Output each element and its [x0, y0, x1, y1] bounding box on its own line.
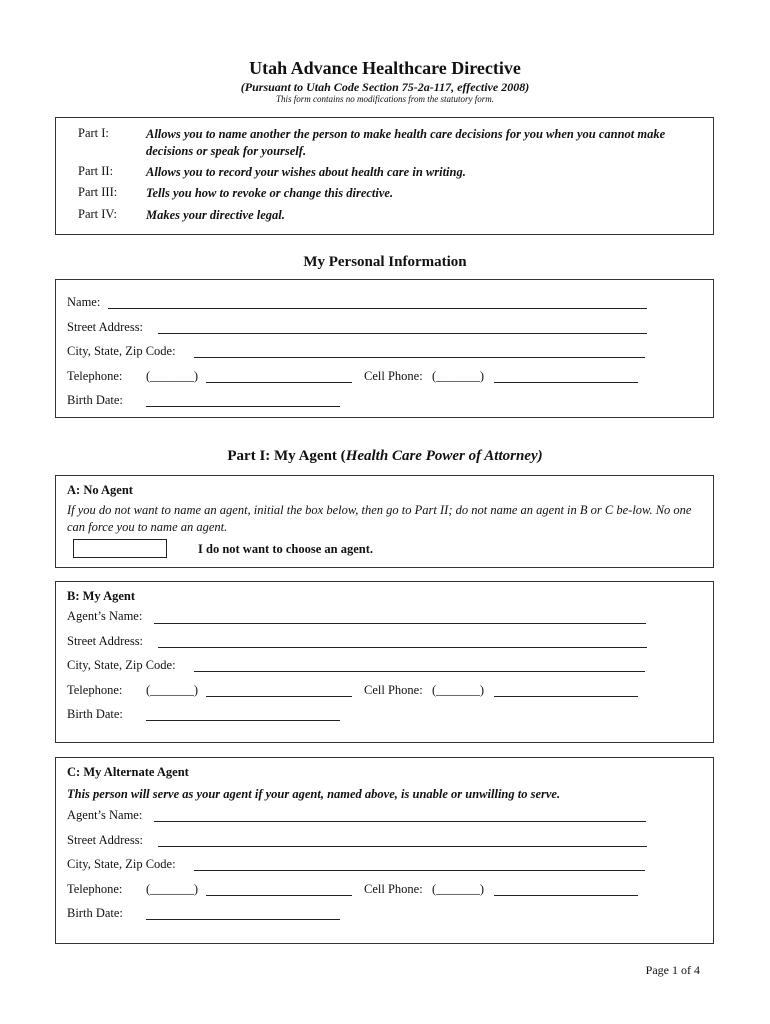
document-subtitle: (Pursuant to Utah Code Section 75-2a-117, effective 2008) — [240, 80, 530, 94]
part1-heading-italic: Health Care Power of Attorney) — [345, 448, 543, 464]
telephone-label: Telephone: — [67, 683, 123, 697]
part-key: Part III: — [78, 185, 118, 199]
area-code-field[interactable]: (_______) — [146, 369, 199, 383]
street-label: Street Address: — [67, 634, 144, 648]
cell-area-code-field[interactable]: (_______) — [432, 369, 485, 383]
birth-label: Birth Date: — [67, 707, 123, 721]
part-text: Allows you to name another the person to make health care decisions for you when you cannot make decisions or speak for yourself. — [146, 127, 666, 158]
city-field[interactable] — [194, 357, 645, 358]
cell-label: Cell Phone: — [364, 369, 423, 383]
no-agent-instructions: If you do not want to name an agent, initial the box below, then go to Part II; do not name an agent in B or C be-low. No one can force you to name an agent. — [67, 503, 692, 534]
part-text: Tells you how to revoke or change this directive. — [146, 186, 394, 200]
telephone-label: Telephone: — [67, 882, 123, 896]
document-note: This form contains no modifications from the statutory form. — [276, 94, 494, 104]
telephone-field[interactable] — [206, 696, 352, 697]
part-key: Part II: — [78, 164, 114, 178]
page-number: Page 1 of 4 — [645, 963, 700, 977]
birth-label: Birth Date: — [67, 393, 123, 407]
my-agent-title: B: My Agent — [67, 589, 136, 603]
no-agent-title: A: No Agent — [67, 483, 133, 497]
birth-label: Birth Date: — [67, 906, 123, 920]
no-agent-box — [55, 475, 714, 568]
birth-field[interactable] — [146, 406, 340, 407]
street-label: Street Address: — [67, 320, 144, 334]
cell-field[interactable] — [494, 895, 638, 896]
area-code-field[interactable]: (_______) — [146, 882, 199, 896]
agent-name-field[interactable] — [154, 821, 646, 822]
city-label: City, State, Zip Code: — [67, 857, 176, 871]
cell-label: Cell Phone: — [364, 683, 423, 697]
city-label: City, State, Zip Code: — [67, 344, 176, 358]
telephone-field[interactable] — [206, 895, 352, 896]
telephone-label: Telephone: — [67, 369, 123, 383]
city-field[interactable] — [194, 870, 645, 871]
personal-info-box — [55, 279, 714, 418]
street-label: Street Address: — [67, 833, 144, 847]
parts-summary-box — [55, 117, 714, 235]
alternate-agent-title: C: My Alternate Agent — [67, 765, 189, 779]
birth-field[interactable] — [146, 720, 340, 721]
part-key: Part IV: — [78, 207, 117, 221]
no-agent-choice: I do not want to choose an agent. — [198, 542, 374, 556]
part1-heading-text: Part I: My Agent ( — [227, 448, 346, 464]
city-field[interactable] — [194, 671, 645, 672]
telephone-field[interactable] — [206, 382, 352, 383]
personal-info-heading: My Personal Information — [303, 254, 467, 270]
initial-box[interactable] — [73, 539, 167, 558]
document-title: Utah Advance Healthcare Directive — [249, 58, 521, 78]
cell-area-code-field[interactable]: (_______) — [432, 882, 485, 896]
cell-area-code-field[interactable]: (_______) — [432, 683, 485, 697]
name-field[interactable] — [108, 308, 647, 309]
cell-field[interactable] — [494, 696, 638, 697]
area-code-field[interactable]: (_______) — [146, 683, 199, 697]
cell-label: Cell Phone: — [364, 882, 423, 896]
cell-field[interactable] — [494, 382, 638, 383]
agent-name-label: Agent’s Name: — [67, 609, 143, 623]
birth-field[interactable] — [146, 919, 340, 920]
city-label: City, State, Zip Code: — [67, 658, 176, 672]
my-agent-box — [55, 581, 714, 743]
part-text: Makes your directive legal. — [146, 208, 285, 222]
part-key: Part I: — [78, 126, 109, 140]
name-label: Name: — [67, 295, 101, 309]
alternate-agent-instructions: This person will serve as your agent if your agent, named above, is unable or unwilling to serve. — [67, 787, 561, 801]
agent-name-label: Agent’s Name: — [67, 808, 143, 822]
agent-name-field[interactable] — [154, 623, 646, 624]
street-field[interactable] — [158, 333, 647, 334]
part-text: Allows you to record your wishes about health care in writing. — [146, 165, 466, 179]
street-field[interactable] — [158, 846, 647, 847]
part1-heading — [0, 448, 770, 465]
street-field[interactable] — [158, 647, 647, 648]
alternate-agent-box — [55, 757, 714, 944]
